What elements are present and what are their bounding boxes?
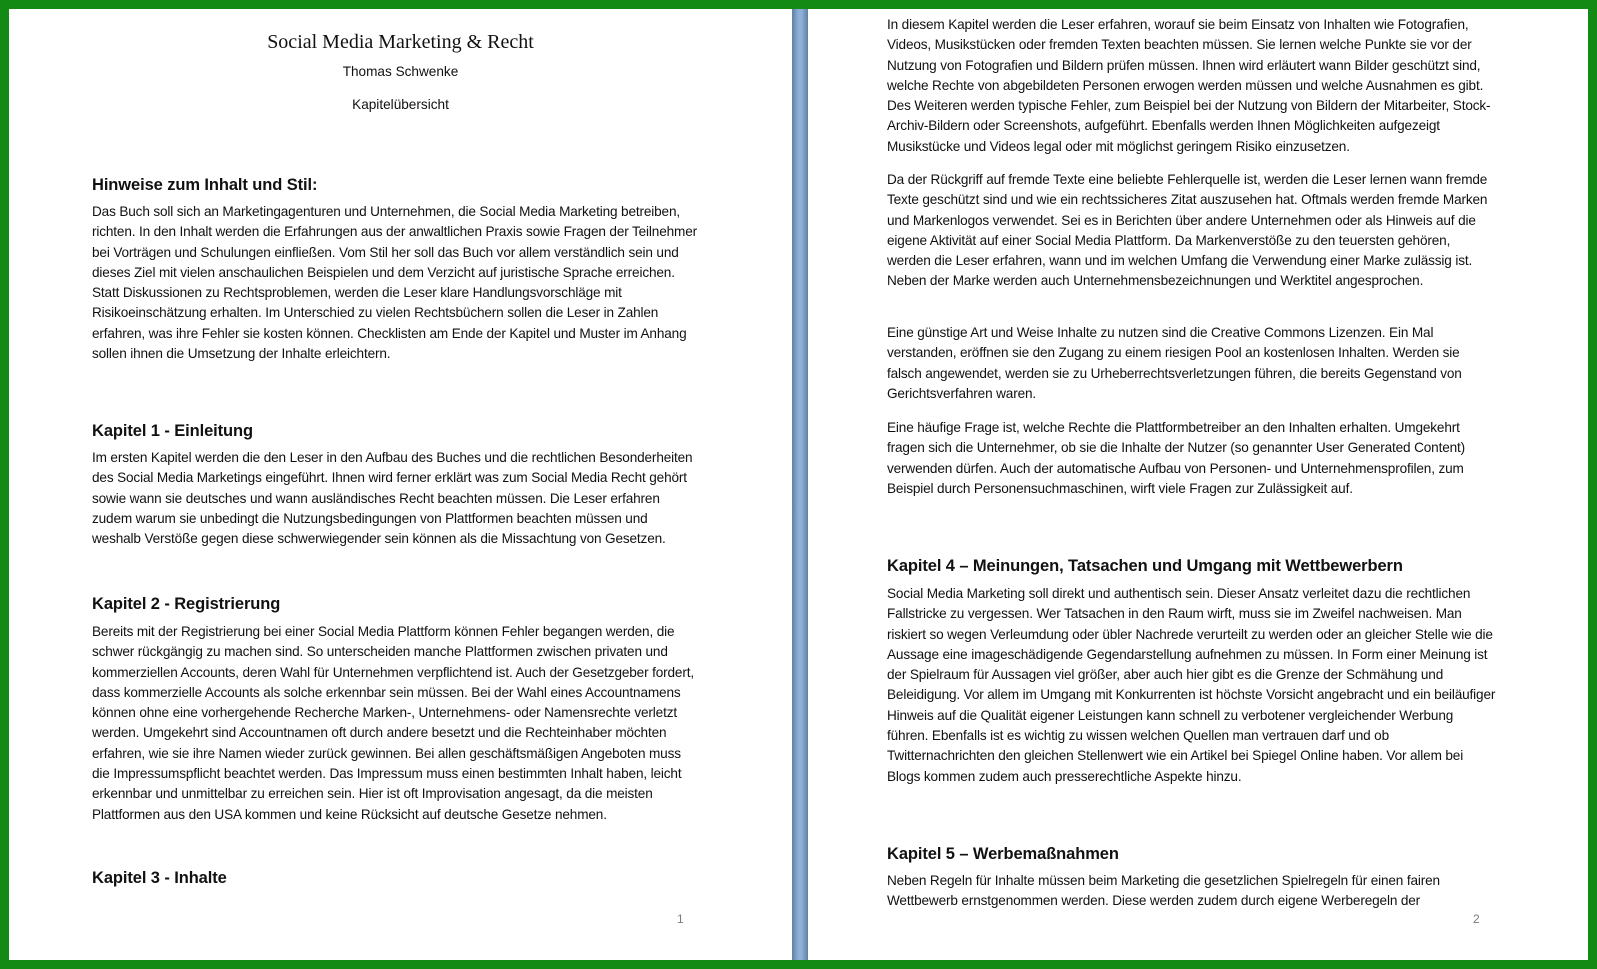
paragraph-inhalte-1: In diesem Kapitel werden die Leser erfahren, worauf sie beim Einsatz von Inhalten wie Fotografien, Videos, Musikstücken oder fremden Texten beachten müssen. Sie lernen welche Punkte sie vor der Nutzung von Fotografien und Bildern prüfen müssen. Ihnen wird erläutert wann Bilder geschützt sind, welche Rechte von abgebildeten Personen erwogen werden müssen und welche Ausnahmen es gibt. Des Weiteren werden typische Fehler, zum Beispiel bei der Nutzung von Bildern der Mitarbeiter, Stock-Archiv-Bildern oder Screenshots, aufgeführt. Ebenfalls werden Ihnen Möglichkeiten aufgezeigt Musikstücke und Videos legal oder mit möglichst geringem Risiko einzusetzen. xyxy=(887,17,1491,154)
document-page-1 xyxy=(9,9,792,960)
heading-kapitel-4: Kapitel 4 – Meinungen, Tatsachen und Umgang mit Wettbewerbern xyxy=(887,557,1403,575)
page-number: 1 xyxy=(677,912,684,926)
paragraph-inhalte-3: Eine günstige Art und Weise Inhalte zu nutzen sind die Creative Commons Lizenzen. Ein Mal verstanden, eröffnen sie den Zugang zu einem riesigen Pool an kostenlosen Inhalten. Werden sie falsch angewendet, werden sie zu Urheberrechtsverletzungen führen, die bereits Gegenstand von Gerichtsverfahren waren. xyxy=(887,325,1462,401)
heading-kapitel-2: Kapitel 2 - Registrierung xyxy=(92,595,281,613)
overview-label: Kapitelübersicht xyxy=(352,97,449,112)
page-number: 2 xyxy=(1473,912,1480,926)
paragraph-inhalte-2: Da der Rückgriff auf fremde Texte eine beliebte Fehlerquelle ist, werden die Leser lernen wann fremde Texte geschützt sind und wie ein rechtssicheres Zitat auszusehen hat. Oftmals werden fremde Marken und Markenlogos verwendet. Sei es in Berichten über andere Unternehmen oder als Hinweis auf die eigene Aktivität auf einer Social Media Plattform. Da Markenverstöße zu den teuersten gehören, werden die Leser erfahren, wann und im welchen Umfang die Verwendung einer Marke zulässig ist. Neben der Marke werden auch Unternehmensbezeichnungen und Werktitel angesprochen. xyxy=(887,172,1488,289)
heading-kapitel-1: Kapitel 1 - Einleitung xyxy=(92,422,253,440)
heading-kapitel-3: Kapitel 3 - Inhalte xyxy=(92,869,227,887)
paragraph-inhalte-4: Eine häufige Frage ist, welche Rechte die Plattformbetreiber an den Inhalten erhalten. Umgekehrt fragen sich die Unternehmer, ob sie die Inhalte der Nutzer (so genannter User Generated Content) verwenden dürfen. Auch der automatische Aufbau von Personen- und Unternehmensprofilen, zum Beispiel durch Personensuchmaschinen, wirft viele Fragen zur Zulässigkeit auf. xyxy=(887,420,1466,496)
paragraph-kapitel-4: Social Media Marketing soll direkt und authentisch sein. Dieser Ansatz verleitet dazu die rechtlichen Fallstricke zu vergessen. Wer Tatsachen in den Raum wirft, muss sie im Zweifel nachweisen. Man riskiert so wegen Verleumdung oder übler Nachrede verurteilt zu werden oder an gleicher Stelle wie die Aussage eine imageschädigende Gegendarstellung aufnehmen zu müssen. In Form einer Meinung ist der Spielraum für Aussagen viel größer, aber auch hier gibt es die Grenze der Schmähung und Beleidigung. Vor allem im Umgang mit Konkurrenten ist höchste Vorsicht angebracht und ein beiläufiger Hinweis auf die Qualität eigener Leistungen kann schnell zu verbotener vergleichender Werbung führen. Ebenfalls ist es wichtig zu wissen welchen Quellen man vertrauen darf und ob Twitternachrichten den gleichen Stellenwert wie ein Artikel bei Spiegel Online haben. Vor allem bei Blogs kommen zudem auch presserechtliche Aspekte hinzu. xyxy=(887,586,1496,784)
heading-hinweise: Hinweise zum Inhalt und Stil: xyxy=(92,176,318,194)
author-name: Thomas Schwenke xyxy=(342,64,459,79)
paragraph-hinweise: Das Buch soll sich an Marketingagenturen und Unternehmen, die Social Media Marketing betreiben, richten. In den Inhalt werden die Erfahrungen aus der anwaltlichen Praxis sowie Fragen der Teilnehmer bei Vorträgen und Schulungen einfließen. Vom Stil her soll das Buch vor allem verständlich sein und dieses Ziel mit vielen anschaulichen Beispielen und dem Verzicht auf juristische Sprache erreichen. Statt Diskussionen zu Rechtsproblemen, werden die Leser klare Handlungsvorschläge mit Risikoeinschätzung erhalten. Im Unterschied zu vielen Rechtsbüchern sollen die Leser in Zahlen erfahren, was ihre Fehler sie kosten können. Checklisten am Ende der Kapitel und Muster im Anhang sollen ihnen die Umsetzung der Inhalte erleichtern. xyxy=(92,204,697,362)
document-page-2 xyxy=(808,9,1588,960)
page-gutter xyxy=(792,9,808,960)
paragraph-kapitel-2: Bereits mit der Registrierung bei einer Social Media Plattform können Fehler begangen werden, die schwer rückgängig zu machen sind. So unterscheiden manche Plattformen zwischen privaten und kommerziellen Accounts, deren Wahl für Unternehmen verpflichtend ist. Auch der Gesetzgeber fordert, dass kommerzielle Accounts als solche erkennbar sein müssen. Bei der Wahl eines Accountnamens können ohne eine vorhergehende Recherche Marken-, Unternehmens- oder Namensrechte verletzt werden. Umgekehrt sind Accountnamen oft durch andere besetzt und die Rechteinhaber möchten erfahren, wie sie ihre Namen wieder zurück gewinnen. Bei allen geschäftsmäßigen Angeboten muss die Impressumspflicht beachtet werden. Das Impressum muss einen bestimmten Inhalt haben, leicht erkennbar und unmittelbar zu erreichen sein. Hier ist oft Improvisation angesagt, da die meisten Plattformen aus den USA kommen und keine Rücksicht auf deutsche Gesetze nehmen. xyxy=(92,624,694,822)
heading-kapitel-5: Kapitel 5 – Werbemaßnahmen xyxy=(887,845,1119,863)
paragraph-kapitel-1: Im ersten Kapitel werden die den Leser in den Aufbau des Buches und die rechtlichen Besonderheiten des Social Media Marketings eingeführt. Ihnen wird ferner erklärt was zum Social Media Recht gehört sowie wann sie deutsches und wann ausländisches Recht beachten müssen. Die Leser erfahren zudem warum sie unbedingt die Nutzungsbedingungen von Plattformen beachten müssen und weshalb Verstöße gegen diese schwerwiegender sein können als die Missachtung von Gesetzen. xyxy=(92,450,693,547)
paragraph-kapitel-5: Neben Regeln für Inhalte müssen beim Marketing die gesetzlichen Spielregeln für einen fairen Wettbewerb ernstgenommen werden. Diese werden zudem durch eigene Werberegeln der xyxy=(887,873,1440,909)
document-title: Social Media Marketing & Recht xyxy=(267,31,534,53)
